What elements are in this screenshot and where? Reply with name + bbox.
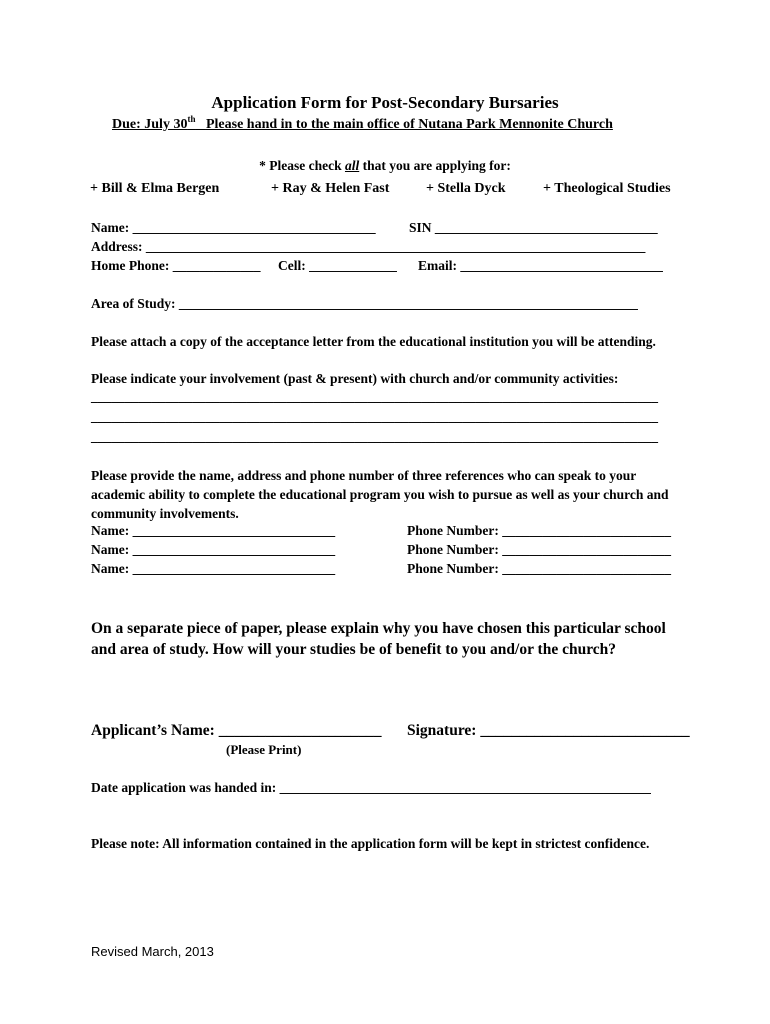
applicant-name-field[interactable]: Applicant’s Name: _____________________ <box>91 722 382 739</box>
note-label: Please note <box>91 836 156 851</box>
option-theological[interactable]: + Theological Studies <box>543 181 671 196</box>
involvement-prompt: Please indicate your involvement (past & present) with church and/or community activities: <box>91 371 619 386</box>
reference-phone-2[interactable]: Phone Number: _________________________ <box>407 542 671 557</box>
note-text: : All information contained in the application form will be kept in strictest confidence. <box>155 836 650 851</box>
address-field[interactable]: Address: __________________________________________________________________________ <box>91 239 646 254</box>
check-instruction-emphasis: all <box>344 158 360 173</box>
check-instruction-after: that you are applying for: <box>359 158 511 173</box>
home-phone-field[interactable]: Home Phone: _____________ <box>91 258 261 273</box>
cell-field[interactable]: Cell: _____________ <box>278 258 397 273</box>
reference-name-2[interactable]: Name: ______________________________ <box>91 542 336 557</box>
reference-name-1[interactable]: Name: ______________________________ <box>91 523 336 538</box>
involvement-line-1[interactable]: ____________________________________________________________________________________ <box>91 389 658 404</box>
due-date-suffix: th <box>187 114 196 124</box>
involvement-line-2[interactable]: ____________________________________________________________________________________ <box>91 409 658 424</box>
confidentiality-note <box>91 836 649 852</box>
email-field[interactable]: Email: ______________________________ <box>418 258 663 273</box>
reference-name-3[interactable]: Name: ______________________________ <box>91 561 336 576</box>
references-prompt: Please provide the name, address and phone number of three references who can speak to your academic ability to complete the educational program you wish to pursue as well as your church and community involvements. <box>91 468 669 521</box>
check-instruction-before: * Please check <box>259 158 345 173</box>
area-of-study-field[interactable]: Area of Study: ____________________________________________________________________ <box>91 296 638 311</box>
due-instructions: Please hand in to the main office of Nutana Park Mennonite Church <box>205 117 613 132</box>
option-dyck[interactable]: + Stella Dyck <box>426 181 506 196</box>
attach-instruction: Please attach a copy of the acceptance letter from the educational institution you will be attending. <box>91 334 656 349</box>
signature-field[interactable]: Signature: ___________________________ <box>407 722 690 739</box>
check-instruction <box>0 158 770 174</box>
involvement-line-3[interactable]: ____________________________________________________________________________________ <box>91 429 658 444</box>
revision-date: Revised March, 2013 <box>91 944 214 959</box>
option-bergen[interactable]: + Bill & Elma Bergen <box>90 181 220 196</box>
sin-field[interactable]: SIN _________________________________ <box>409 220 658 235</box>
due-line <box>112 114 613 133</box>
please-print-label: (Please Print) <box>226 742 302 757</box>
name-field[interactable]: Name: ____________________________________ <box>91 220 376 235</box>
due-date: Due: July 30 <box>112 117 188 132</box>
option-fast[interactable]: + Ray & Helen Fast <box>271 181 390 196</box>
reference-phone-1[interactable]: Phone Number: _________________________ <box>407 523 671 538</box>
reference-phone-3[interactable]: Phone Number: _________________________ <box>407 561 671 576</box>
date-handed-field[interactable]: Date application was handed in: _______________________________________________________ <box>91 780 651 795</box>
essay-instruction: On a separate piece of paper, please explain why you have chosen this particular school and area of study. How will your studies be of benefit to you and/or the church? <box>91 620 666 658</box>
form-title: Application Form for Post-Secondary Bursaries <box>211 93 559 112</box>
